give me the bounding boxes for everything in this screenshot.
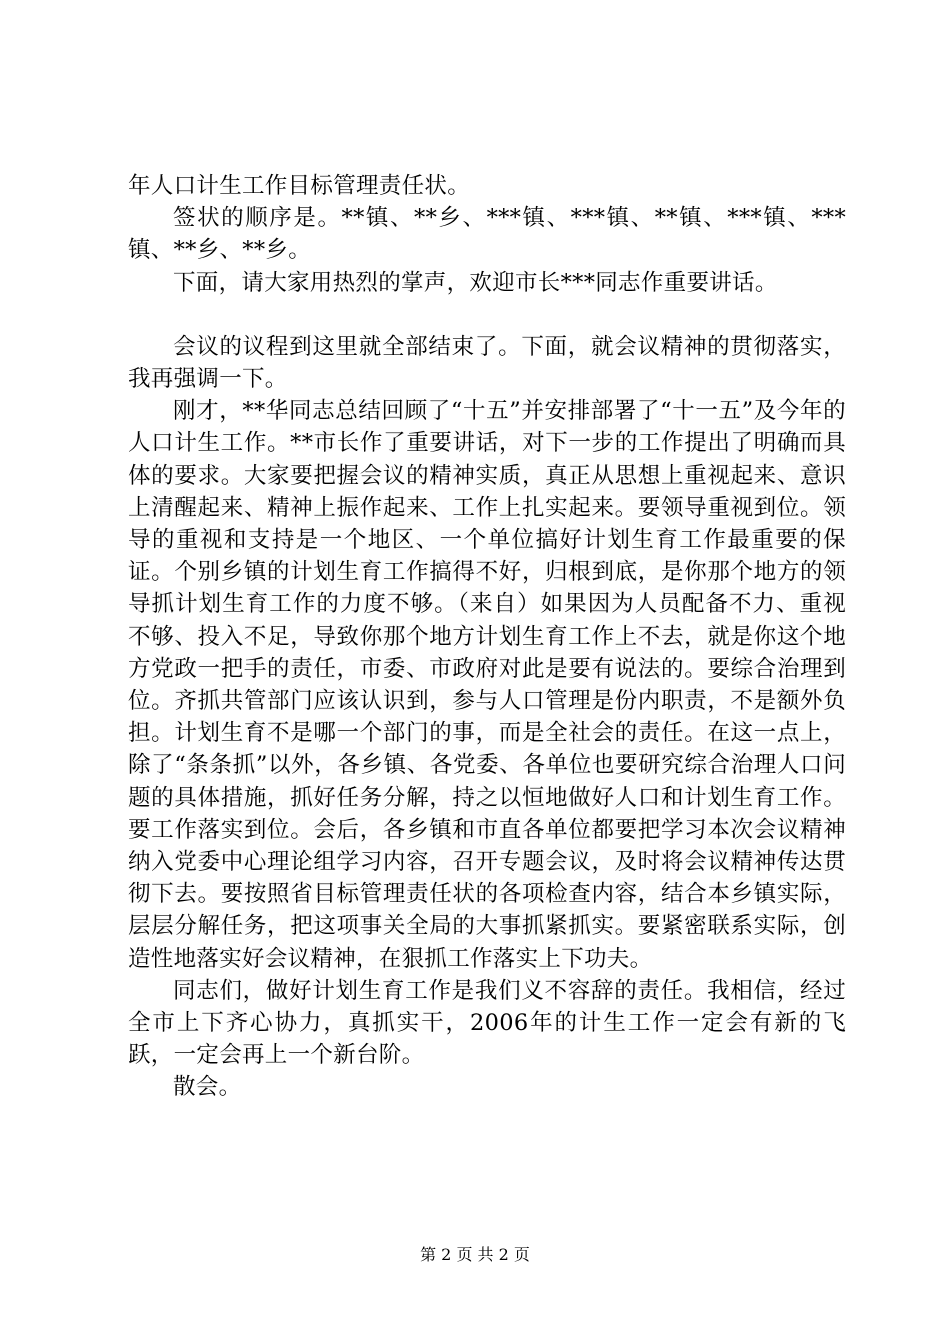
paragraph-signing-order: 签状的顺序是。**镇、**乡、***镇、***镇、**镇、***镇、***镇、**乡、**乡。: [128, 205, 846, 264]
page-number-footer: 第 2 页 共 2 页: [420, 1245, 530, 1264]
paragraph-main-requirements: 刚才，**华同志总结回顾了“十五”并安排部署了“十一五”及今年的人口计生工作。**市长作了重要讲话，对下一步的工作提出了明确而具体的要求。大家要把握会议的精神实质，真正从思想上重视起来、意识上清醒起来、精神上振作起来、工作上扎实起来。要领导重视到位。领导的重视和支持是一个地区、一个单位搞好计划生育工作最重要的保证。个别乡镇的计划生育工作搞得不好，归根到底，是你那个地方的领导抓计划生育工作的力度不够。（来自）如果因为人员配备不力、重视不够、投入不足，导致你那个地方计划生育工作上不去，就是你这个地方党政一把手的责任，市委、市政府对此是要有说法的。要综合治理到位。齐抓共管部门应该认识到，参与人口管理是份内职责，不是额外负担。计划生育不是哪一个部门的事，而是全社会的责任。在这一点上，除了“条条抓”以外，各乡镇、各党委、各单位也要研究综合治理人口问题的具体措施，抓好任务分解，持之以恒地做好人口和计划生育工作。要工作落实到位。会后，各乡镇和市直各单位都要把学习本次会议精神纳入党委中心理论组学习内容，召开专题会议，及时将会议精神传达贯彻下去。要按照省目标管理责任状的各项检查内容，结合本乡镇实际，层层分解任务，把这项事关全局的大事抓紧抓实。要紧密联系实际，创造性地落实好会议精神，在狠抓工作落实上下功夫。: [128, 398, 846, 972]
document-body: [128, 170, 846, 1104]
paragraph-gap: [128, 299, 846, 331]
paragraph-mayor-speech-intro: 下面，请大家用热烈的掌声，欢迎市长***同志作重要讲话。: [173, 269, 778, 296]
paragraph-closing-remarks: 同志们，做好计划生育工作是我们义不容辞的责任。我相信，经过全市上下齐心协力，真抓实干，2006年的计生工作一定会有新的飞跃，一定会再上一个新台阶。: [128, 977, 846, 1069]
paragraph-adjourn: 散会。: [173, 1074, 242, 1101]
paragraph-responsibility-letter: 年人口计生工作目标管理责任状。: [128, 173, 471, 199]
paragraph-agenda-end: 会议的议程到这里就全部结束了。下面，就会议精神的贯彻落实，我再强调一下。: [128, 333, 846, 393]
